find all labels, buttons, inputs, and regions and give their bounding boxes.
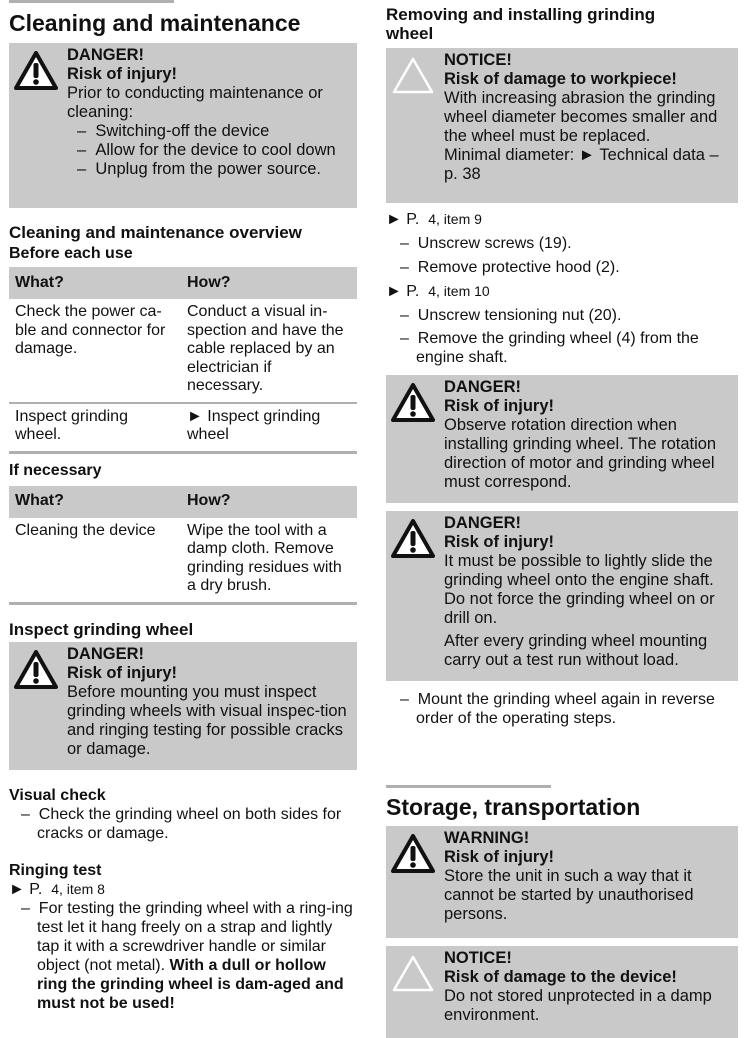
danger-label: DANGER! [67,644,144,663]
overview-title: Cleaning and maintenance overview [9,223,302,242]
warning-triangle-icon [14,51,58,91]
notice-box [386,48,738,203]
danger-box [9,43,357,208]
right-column [386,0,738,1038]
list-item: – Unplug from the power source. [77,160,321,178]
risk-label: Risk of injury! [444,848,555,866]
table-row [9,518,357,604]
notice-text: With increasing abrasion the grinding wheel diameter becomes smaller and the wheel must be replaced. [444,89,718,145]
table-cell: ► Inspect grinding wheel [181,403,357,453]
list-item: – Unscrew screws (19). [400,235,572,252]
danger-text: Observe rotation direction when installing grinding wheel. The rotation direction of motor and grinding wheel must correspond. [444,416,717,491]
danger-box [386,375,738,503]
warning-text: Store the unit in such a way that it cannot be started by unauthorised persons. [444,867,694,923]
danger-label: DANGER! [444,514,521,532]
before-each-use-heading: Before each use [9,245,133,262]
warning-box [386,826,738,938]
column-header: How? [181,486,357,518]
title-rule [386,785,551,788]
page-reference: ► P. 4, item 8 [9,880,105,898]
risk-label: Risk of damage to the device! [444,968,677,986]
danger-box [9,642,357,770]
warning-triangle-icon [391,383,435,423]
section-title: Storage, transportation [386,794,641,820]
warning-triangle-icon [14,650,58,690]
column-header: What? [9,486,181,518]
risk-label: Risk of injury! [67,663,178,682]
ringing-test-heading: Ringing test [9,861,102,879]
table-cell: Cleaning the device [9,518,181,604]
list-item: – Remove the grinding wheel (4) from the engine shaft. [400,330,699,366]
if-necessary-heading: If necessary [9,461,102,479]
list-item: – Check the grinding wheel on both sides for cracks or damage. [21,805,342,842]
table-row [9,403,357,453]
list-item: – For testing the grinding wheel with a ring-ing test let it hang freely on a strap and lightly tap it with a screwdriver handle or similar object (not metal). With a dull or hollow ring the grinding wheel is dam-aged and must not be used! [21,899,353,1012]
notice-text: Do not stored unprotected in a damp environment. [444,987,712,1024]
table-cell: Conduct a visual in-spection and have the cable replaced by an electrician if necessary. [181,299,357,403]
maintenance-table [9,267,357,454]
list-item: – Allow for the device to cool down [77,141,336,159]
list-item: – Switching-off the device [77,122,270,140]
warning-triangle-icon [391,834,435,874]
page-reference: ► P. 4, item 9 [386,211,482,228]
list-item: – Unscrew tensioning nut (20). [400,307,622,324]
table-row [9,299,357,403]
list-item: – Remove protective hood (2). [400,259,620,276]
risk-label: Risk of injury! [67,65,178,83]
risk-label: Risk of injury! [444,397,555,415]
table-cell: Inspect grinding wheel. [9,403,181,453]
list-item: – Mount the grinding wheel again in reverse order of the operating steps. [400,691,715,727]
danger-box [386,511,738,681]
left-column [9,0,357,1013]
page-reference: ► P. 4, item 10 [386,283,490,300]
section-title: Cleaning and maintenance [9,10,301,36]
risk-label: Risk of damage to workpiece! [444,70,677,88]
risk-label: Risk of injury! [444,533,555,551]
maintenance-table [9,486,357,605]
notice-triangle-icon [391,954,435,994]
danger-label: DANGER! [67,46,144,64]
warning-label: WARNING! [444,829,530,847]
notice-label: NOTICE! [444,949,512,967]
title-rule [9,0,174,3]
inspect-title: Inspect grinding wheel [9,619,194,639]
warning-triangle-icon [391,519,435,559]
danger-text: After every grinding wheel mounting carry out a test run without load. [444,632,708,669]
visual-check-heading: Visual check [9,786,106,804]
notice-label: NOTICE! [444,51,512,69]
column-header: What? [9,267,181,299]
section-title: Removing and installing grinding wheel [386,5,656,43]
column-header: How? [181,267,357,299]
danger-text: It must be possible to lightly slide the grinding wheel onto the engine shaft. Do not force the grinding wheel on or drill on. [444,552,715,627]
notice-triangle-icon [391,56,435,96]
table-cell: Wipe the tool with a damp cloth. Remove grinding residues with a dry brush. [181,518,357,604]
table-cell: Check the power ca-ble and connector for damage. [9,299,181,403]
danger-text: Before mounting you must inspect grinding wheels with visual inspec-tion and ringing testing for possible cracks or damage. [67,682,347,758]
notice-box [386,946,738,1038]
notice-text: Minimal diameter: ► Technical data – p. 38 [444,146,719,183]
danger-text: Prior to conducting maintenance or cleaning: [67,84,323,121]
danger-label: DANGER! [444,378,521,396]
